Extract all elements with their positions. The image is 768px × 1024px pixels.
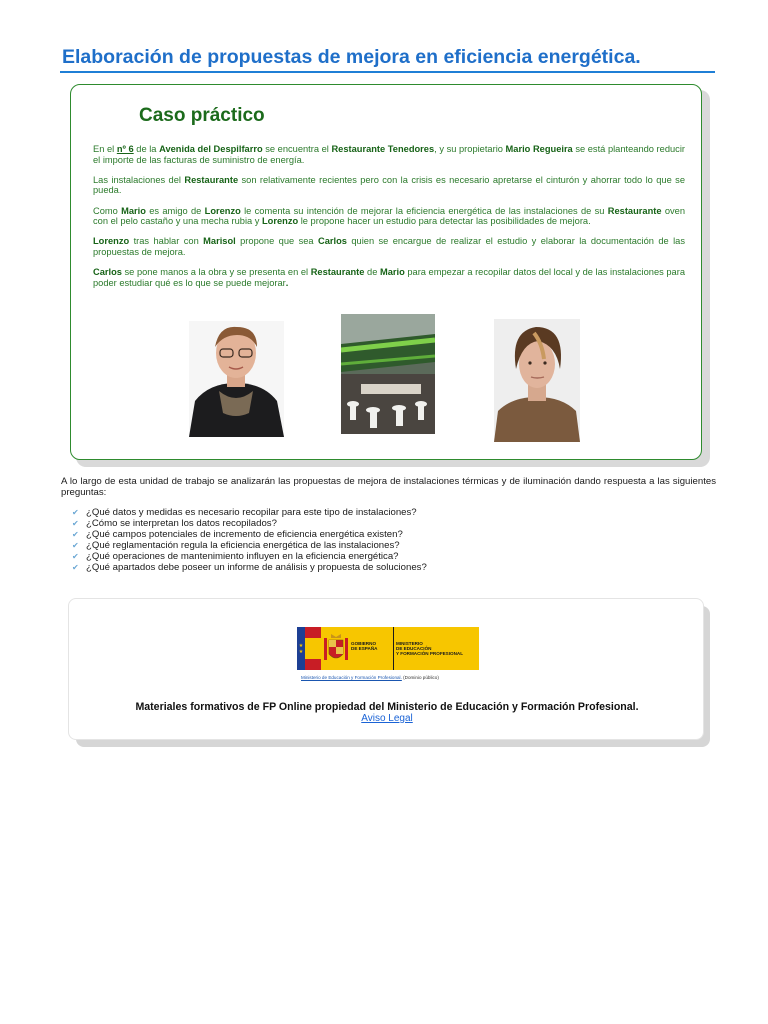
coat-of-arms-icon: [321, 627, 351, 670]
case-study-box: [70, 84, 702, 460]
list-item: ✔ ¿Qué operaciones de mantenimiento influyen en la eficiencia energética?: [72, 551, 399, 563]
eu-stars-icon: ★ ★: [297, 627, 305, 670]
list-item: ✔ ¿Cómo se interpretan los datos recopilados?: [72, 518, 277, 530]
case-paragraph-3: Como Mario es amigo de Lorenzo le comenta su intención de mejorar la eficiencia energética de las instalaciones de su Restaurante oven con el pelo castaño y una mecha rubia y Lorenzo le propone hacer un estudio para detectar las posibilidades de mejora.: [93, 205, 685, 227]
case-paragraph-1: En el nº 6 de la Avenida del Despilfarro se encuentra el Restaurante Tenedores, y su propietario Mario Regueira se está planteando reducir el importe de las facturas de suministro de energía.: [93, 144, 685, 165]
public-domain-note: (Dominio público): [403, 675, 439, 680]
ministry-logo: [297, 627, 479, 670]
check-icon: ✔: [72, 552, 79, 562]
logo-caption: [301, 675, 439, 680]
intro-text: A lo largo de esta unidad de trabajo se analizarán las propuestas de mejora de instalaciones térmicas y de iluminación dando respuesta a las siguientes preguntas:: [61, 476, 716, 498]
check-icon: ✔: [72, 530, 79, 540]
check-icon: ✔: [72, 519, 79, 529]
case-paragraph-5: Carlos se pone manos a la obra y se presenta en el Restaurante de Mario para empezar a recopilar datos del local y de las instalaciones para poder estudiar qué es lo que se puede mejorar.: [93, 267, 685, 288]
list-item: ✔ ¿Qué apartados debe poseer un informe de análisis y propuesta de soluciones?: [72, 562, 427, 574]
check-icon: ✔: [72, 508, 79, 517]
spain-flag-icon: [305, 627, 321, 670]
title-underline: [60, 71, 715, 73]
list-item: ✔ ¿Qué campos potenciales de incremento de eficiencia energética existen?: [72, 529, 403, 541]
case-paragraph-2: Las instalaciones del Restaurante son relativamente recientes pero con la crisis es necesario apretarse el cinturón y ahorrar todo lo que se pueda.: [93, 174, 685, 196]
check-icon: ✔: [72, 563, 79, 573]
list-item: ✔ ¿Qué datos y medidas es necesario recopilar para este tipo de instalaciones?: [72, 507, 417, 518]
case-paragraph-4: Lorenzo tras hablar con Marisol propone que sea Carlos quien se encargue de realizar el estudio y elaborar la documentación de las propuestas de mejora.: [93, 236, 686, 257]
case-study-heading: Caso práctico: [139, 105, 265, 126]
case-study-text: [93, 144, 685, 298]
logo-gobierno-text: GOBIERNO DE ESPAÑA: [351, 641, 378, 652]
photo-man-glasses: [189, 321, 284, 437]
legal-notice-link[interactable]: Aviso Legal: [361, 713, 413, 724]
list-item: ✔ ¿Qué reglamentación regula la eficiencia energética de las instalaciones?: [72, 540, 400, 552]
footer-ownership-text: Materiales formativos de FP Online propiedad del Ministerio de Educación y Formación Profesional.: [135, 701, 639, 713]
photo-young-man: [494, 319, 580, 442]
logo-ministerio-text: MINISTERIO DE EDUCACIÓN Y FORMACIÓN PROFESIONAL: [393, 627, 463, 670]
photo-restaurant-interior: [341, 314, 435, 434]
ministry-link[interactable]: Ministerio de Educación y Formación Profesional.: [301, 675, 402, 680]
page-title: Elaboración de propuestas de mejora en eficiencia energética.: [62, 46, 641, 68]
footer-box: [68, 598, 704, 740]
questions-list: [72, 507, 427, 574]
check-icon: ✔: [72, 541, 79, 551]
